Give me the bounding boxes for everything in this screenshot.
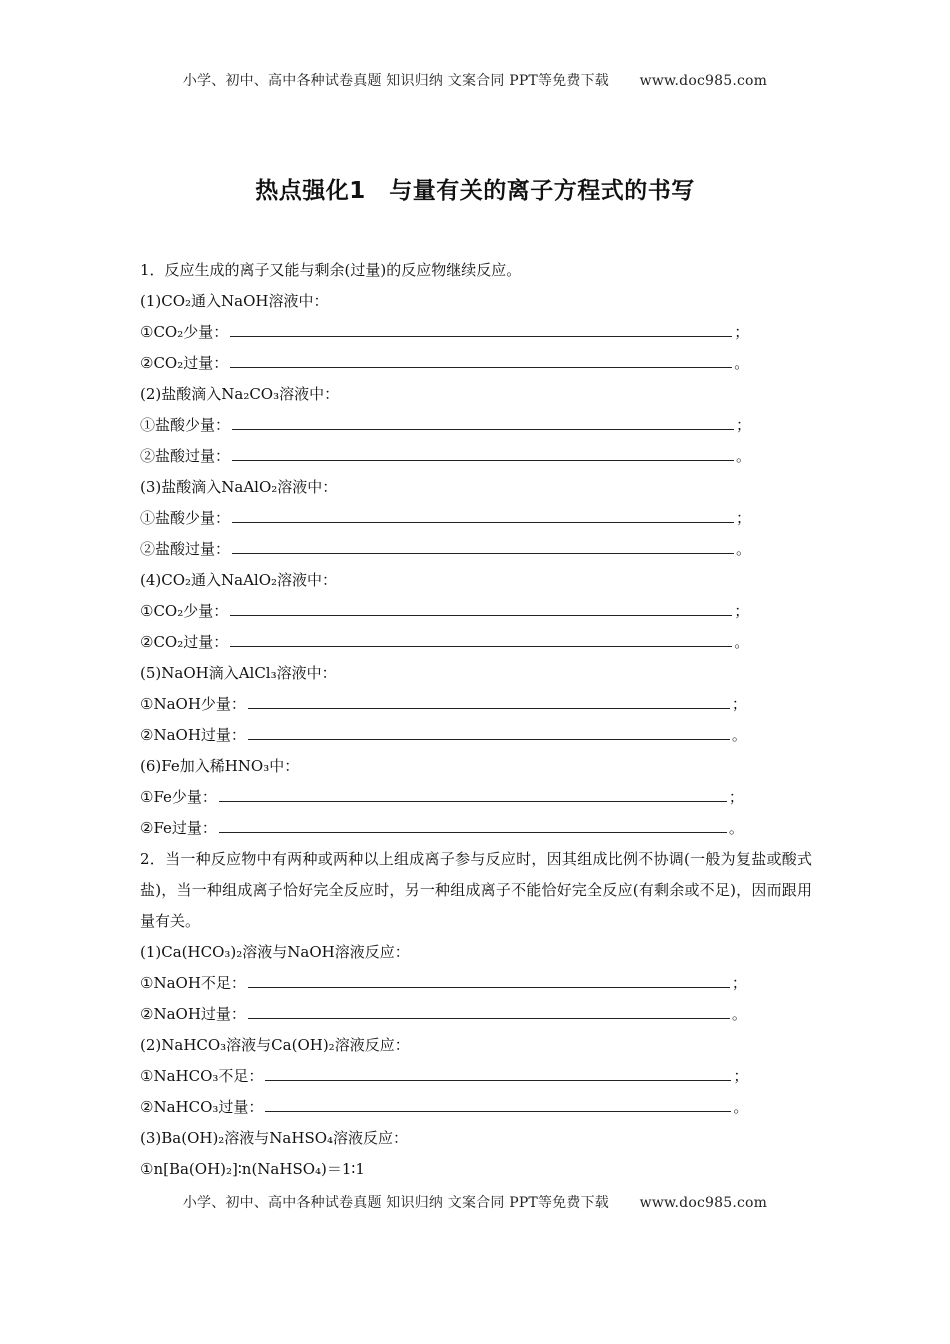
answer-label: ①盐酸少量： <box>140 416 231 434</box>
answer-row <box>140 317 812 348</box>
answer-label: ①Fe少量： <box>140 788 217 806</box>
answer-blank[interactable] <box>230 601 732 616</box>
section2-intro: 2．当一种反应物中有两种或两种以上组成离子参与反应时，因其组成比例不协调(一般为复盐或酸式盐)，当一种组成离子恰好完全反应时，另一种组成离子不能恰好完全反应(有剩余或不足)，因而跟用量有关。 <box>140 850 812 930</box>
answer-label: ①NaHCO₃不足： <box>140 1067 264 1085</box>
answer-blank[interactable] <box>230 353 732 368</box>
answer-label: ②盐酸过量： <box>140 447 231 465</box>
end-punctuation: 。 <box>734 354 750 372</box>
answer-blank[interactable] <box>232 446 734 461</box>
end-punctuation: 。 <box>736 447 752 465</box>
answer-row <box>140 410 812 441</box>
item-heading: (6)Fe加入稀HNO₃中： <box>140 757 300 775</box>
answer-blank[interactable] <box>232 508 734 523</box>
header-site: www.doc985.com <box>639 73 768 89</box>
item-heading: (3)盐酸滴入NaAlO₂溶液中： <box>140 478 338 496</box>
answer-label: ②Fe过量： <box>140 819 217 837</box>
end-punctuation: ； <box>733 1067 749 1085</box>
item-heading: (2)NaHCO₃溶液与Ca(OH)₂溶液反应： <box>140 1036 410 1054</box>
answer-label: ②NaOH过量： <box>140 726 246 744</box>
answer-row <box>140 813 812 844</box>
answer-label: ②NaHCO₃过量： <box>140 1098 264 1116</box>
answer-label: ①CO₂少量： <box>140 602 229 620</box>
answer-blank[interactable] <box>232 539 734 554</box>
page-footer <box>0 1192 950 1212</box>
page-title: 热点强化1 与量有关的离子方程式的书写 <box>255 178 695 204</box>
header-text: 小学、初中、高中各种试卷真题 知识归纳 文案合同 PPT等免费下载 <box>182 73 609 89</box>
answer-row <box>140 596 812 627</box>
answer-blank[interactable] <box>219 787 727 802</box>
answer-blank[interactable] <box>248 1004 730 1019</box>
end-punctuation: 。 <box>731 1005 747 1023</box>
answer-row <box>140 1061 812 1092</box>
end-punctuation: 。 <box>731 726 747 744</box>
end-punctuation: 。 <box>733 1098 749 1116</box>
answer-row <box>140 348 812 379</box>
section1-items <box>140 286 812 844</box>
end-punctuation: ； <box>736 416 752 434</box>
answer-label: ①盐酸少量： <box>140 509 231 527</box>
answer-blank[interactable] <box>219 818 727 833</box>
footer-site: www.doc985.com <box>639 1195 768 1211</box>
footer-text: 小学、初中、高中各种试卷真题 知识归纳 文案合同 PPT等免费下载 <box>182 1195 609 1211</box>
answer-row <box>140 720 812 751</box>
item-heading: (5)NaOH滴入AlCl₃溶液中： <box>140 664 337 682</box>
answer-blank[interactable] <box>265 1097 731 1112</box>
end-punctuation: ； <box>736 509 752 527</box>
end-punctuation: 。 <box>728 819 744 837</box>
answer-row <box>140 503 812 534</box>
answer-blank[interactable] <box>232 415 734 430</box>
section2-items <box>140 937 812 1123</box>
answer-label: ①CO₂少量： <box>140 323 229 341</box>
answer-row <box>140 782 812 813</box>
section1-intro: 1．反应生成的离子又能与剩余(过量)的反应物继续反应。 <box>140 261 522 279</box>
answer-blank[interactable] <box>248 973 730 988</box>
end-punctuation: 。 <box>736 540 752 558</box>
item-heading: (1)Ca(HCO₃)₂溶液与NaOH溶液反应： <box>140 943 410 961</box>
answer-row <box>140 968 812 999</box>
end-punctuation: 。 <box>734 633 750 651</box>
answer-row <box>140 689 812 720</box>
answer-row <box>140 627 812 658</box>
answer-blank[interactable] <box>248 725 730 740</box>
item-heading: (4)CO₂通入NaAlO₂溶液中： <box>140 571 338 589</box>
answer-row <box>140 441 812 472</box>
answer-row <box>140 999 812 1030</box>
item-heading: (1)CO₂通入NaOH溶液中： <box>140 292 329 310</box>
item-heading: (3)Ba(OH)₂溶液与NaHSO₄溶液反应： <box>140 1129 409 1147</box>
end-punctuation: ； <box>728 788 744 806</box>
answer-label: ①NaOH少量： <box>140 695 246 713</box>
worksheet-content <box>140 255 812 1185</box>
answer-blank[interactable] <box>265 1066 731 1081</box>
answer-row <box>140 1092 812 1123</box>
item-heading: (2)盐酸滴入Na₂CO₃溶液中： <box>140 385 340 403</box>
answer-label: ①NaOH不足： <box>140 974 246 992</box>
answer-label: ②CO₂过量： <box>140 354 229 372</box>
answer-label: ②盐酸过量： <box>140 540 231 558</box>
answer-blank[interactable] <box>248 694 730 709</box>
end-punctuation: ； <box>734 602 750 620</box>
end-punctuation: ； <box>734 323 750 341</box>
answer-row <box>140 534 812 565</box>
answer-blank[interactable] <box>230 632 732 647</box>
end-punctuation: ； <box>731 974 747 992</box>
end-punctuation: ； <box>731 695 747 713</box>
answer-label: ②NaOH过量： <box>140 1005 246 1023</box>
page-header <box>0 70 950 90</box>
answer-blank[interactable] <box>230 322 732 337</box>
answer-label: ②CO₂过量： <box>140 633 229 651</box>
mole-ratio-line: ①n[Ba(OH)₂]∶n(NaHSO₄)＝1∶1 <box>140 1160 365 1178</box>
